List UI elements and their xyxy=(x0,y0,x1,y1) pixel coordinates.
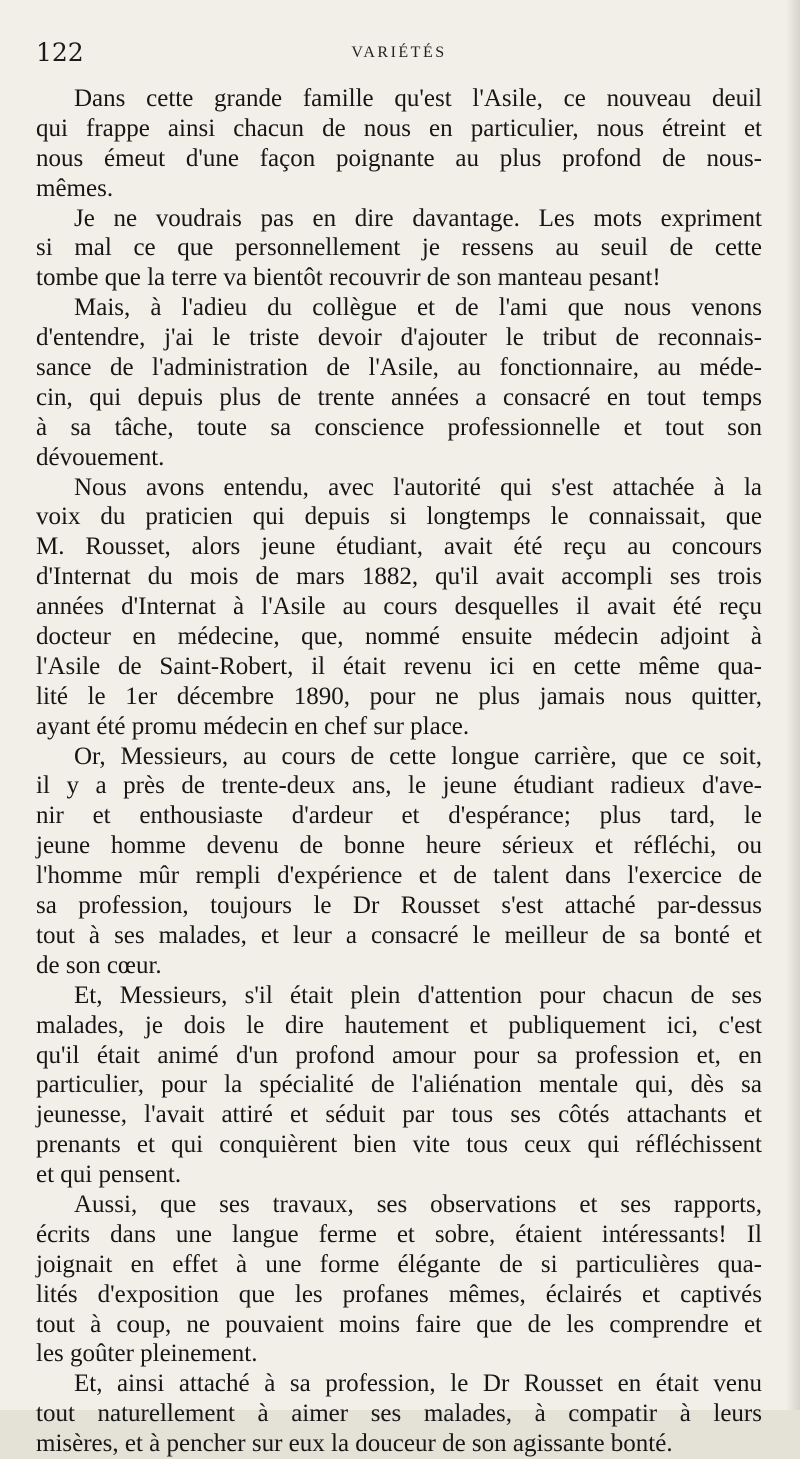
text-line: malades, je dois le dire hautement et publiquement ici, c'est xyxy=(36,1011,762,1039)
paragraph xyxy=(36,84,762,204)
text-line: Et, ainsi attaché à sa profession, le Dr Rousset en était venu xyxy=(74,1370,762,1398)
body-text xyxy=(36,84,762,1459)
text-line: écrits dans une langue ferme et sobre, étaient intéressants! Il xyxy=(36,1220,762,1248)
text-line: qu'il était animé d'un profond amour pour sa profession et, en xyxy=(36,1041,762,1069)
text-line: années d'Internat à l'Asile au cours desquelles il avait été reçu xyxy=(36,593,762,621)
text-line: Nous avons entendu, avec l'autorité qui s'est attachée à la xyxy=(74,473,762,501)
paragraph xyxy=(36,204,762,294)
text-line: ayant été promu médecin en chef sur place. xyxy=(36,712,470,740)
text-line: à sa tâche, toute sa conscience professionnelle et tout son xyxy=(36,413,762,441)
text-line: de son cœur. xyxy=(36,951,162,979)
text-line: particulier, pour la spécialité de l'aliénation mentale qui, dès sa xyxy=(36,1071,762,1099)
text-line: il y a près de trente-deux ans, le jeune étudiant radieux d'ave- xyxy=(36,772,762,800)
text-line: lité le 1er décembre 1890, pour ne plus jamais nous quitter, xyxy=(36,682,762,710)
text-line: l'homme mûr rempli d'expérience et de talent dans l'exercice de xyxy=(36,862,762,890)
text-line: misères, et à pencher sur eux la douceur de son agissante bonté. xyxy=(36,1430,673,1458)
text-line: Mais, à l'adieu du collègue et de l'ami que nous venons xyxy=(74,294,762,322)
text-line: Aussi, que ses travaux, ses observations et ses rapports, xyxy=(74,1190,762,1218)
text-line: Je ne voudrais pas en dire davantage. Les mots expriment xyxy=(74,204,762,232)
paragraph xyxy=(36,473,762,742)
text-line: Et, Messieurs, s'il était plein d'attention pour chacun de ses xyxy=(74,981,762,1009)
text-line: nir et enthousiaste d'ardeur et d'espérance; plus tard, le xyxy=(36,802,762,830)
text-line: sance de l'administration de l'Asile, au fonctionnaire, au méde- xyxy=(36,354,762,382)
text-line: d'entendre, j'ai le triste devoir d'ajouter le tribut de reconnais- xyxy=(36,324,762,352)
text-line: qui frappe ainsi chacun de nous en particulier, nous étreint et xyxy=(36,114,762,142)
text-line: tout à ses malades, et leur a consacré le meilleur de sa bonté et xyxy=(36,921,762,949)
running-head: VARIÉTÉS xyxy=(351,44,447,61)
page-number: 122 xyxy=(36,38,84,67)
text-line: jeunesse, l'avait attiré et séduit par tous ses côtés attachants et xyxy=(36,1101,762,1129)
text-line: docteur en médecine, que, nommé ensuite médecin adjoint à xyxy=(36,623,762,651)
text-line: Dans cette grande famille qu'est l'Asile, ce nouveau deuil xyxy=(74,85,762,112)
text-line: cin, qui depuis plus de trente années a consacré en tout temps xyxy=(36,383,762,411)
scan-edge-shading xyxy=(786,0,800,1410)
text-line: dévouement. xyxy=(36,443,165,471)
text-line: les goûter pleinement. xyxy=(36,1340,258,1368)
text-line: M. Rousset, alors jeune étudiant, avait été reçu au concours xyxy=(36,533,762,561)
text-line: voix du praticien qui depuis si longtemps le connaissait, que xyxy=(36,503,762,531)
paragraph xyxy=(36,981,762,1190)
text-line: jeune homme devenu de bonne heure sérieux et réfléchi, ou xyxy=(36,832,762,860)
paragraph xyxy=(36,742,762,981)
text-line: l'Asile de Saint-Robert, il était revenu ici en cette même qua- xyxy=(36,652,762,680)
text-line: lités d'exposition que les profanes mêmes, éclairés et captivés xyxy=(36,1280,762,1308)
text-line: si mal ce que personnellement je ressens au seuil de cette xyxy=(36,234,762,262)
text-line: tout à coup, ne pouvaient moins faire que de les comprendre et xyxy=(36,1310,762,1338)
page-header xyxy=(36,38,762,68)
text-line: d'Internat du mois de mars 1882, qu'il avait accompli ses trois xyxy=(36,563,762,591)
text-line: mêmes. xyxy=(36,174,114,202)
paragraph xyxy=(36,1369,762,1459)
text-line: et qui pensent. xyxy=(36,1161,182,1189)
text-line: joignait en effet à une forme élégante de si particulières qua- xyxy=(36,1250,762,1278)
paragraph xyxy=(36,1190,762,1369)
text-line: tombe que la terre va bientôt recouvrir de son manteau pesant! xyxy=(36,264,661,292)
text-line: nous émeut d'une façon poignante au plus profond de nous- xyxy=(36,144,762,172)
text-line: sa profession, toujours le Dr Rousset s'est attaché par-dessus xyxy=(36,892,762,920)
paragraph xyxy=(36,293,762,472)
text-line: prenants et qui conquièrent bien vite tous ceux qui réfléchissent xyxy=(36,1131,762,1159)
text-line: Or, Messieurs, au cours de cette longue carrière, que ce soit, xyxy=(74,742,762,770)
text-line: tout naturellement à aimer ses malades, à compatir à leurs xyxy=(36,1400,762,1428)
